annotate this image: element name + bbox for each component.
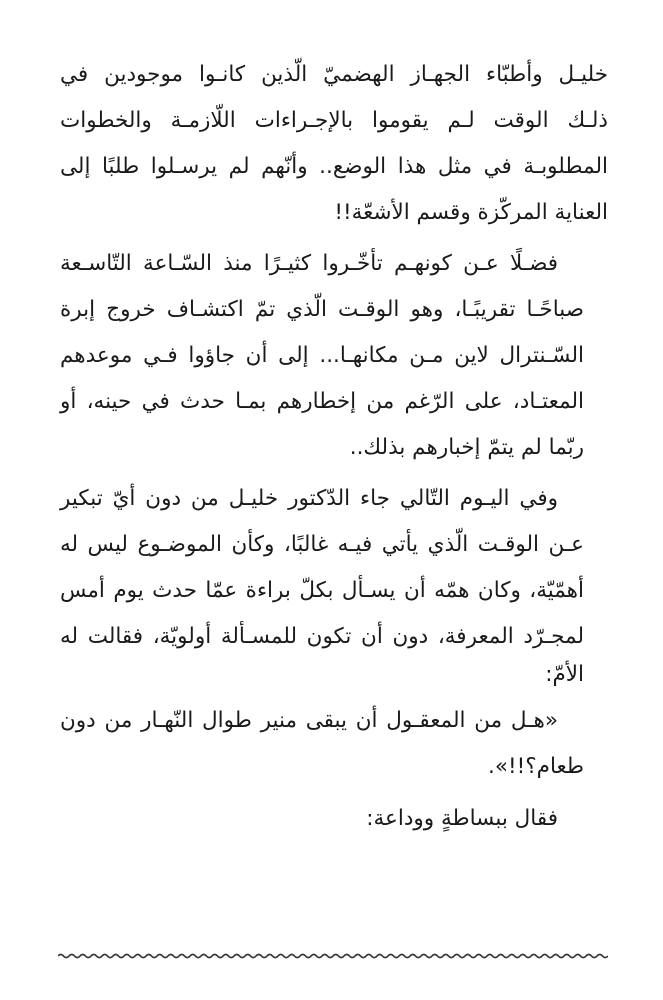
paragraph-5 xyxy=(60,796,608,842)
text-line: خليـل وأطبّاء الجهـاز الهضميّ الّذين كانـوا موجودين في xyxy=(60,62,608,87)
text-line: أهمّيّة، وكان همّه أن يسـأل بكلّ براءة عمّا حدث يوم أمس xyxy=(60,578,584,603)
wavy-divider xyxy=(58,949,608,963)
text-line: «هـل من المعقـول أن يبقى منير طوال النّهـار من دون xyxy=(60,708,558,733)
text-line: المطلوبـة في مثل هذا الوضع.. وأنّهم لم يرسـلوا طلبًا إلى xyxy=(60,154,608,179)
text-line: المعتـاد، على الرّغم من إخطارهم بمـا حدث في حينه، أو xyxy=(60,389,584,414)
page-body xyxy=(60,52,608,842)
text-line: فضـلًا عـن كونهـم تأخّـروا كثيـرًا منذ السّـاعة التّاسـعة xyxy=(60,251,558,276)
text-line: العناية المركّزة وقسم الأشعّة!! xyxy=(334,200,608,225)
paragraph-1 xyxy=(60,52,608,236)
text-line: ذلـك الوقت لـم يقوموا بالإجـراءات اللّازمـة والخطوات xyxy=(60,108,608,133)
paragraph-4 xyxy=(60,698,608,790)
paragraph-3 xyxy=(60,476,608,690)
text-line: لمجـرّد المعرفة، دون أن تكون للمسـألة أولويّة، فقالت له xyxy=(60,624,584,649)
text-line: عـن الوقـت الّذي يأتي فيـه غالبًا، وكأن الموضـوع ليس له xyxy=(60,532,584,557)
text-line: طعام؟!!». xyxy=(488,754,584,779)
paragraph-2 xyxy=(60,241,608,471)
text-line: الأمّ: xyxy=(545,662,584,687)
text-line: صباحًـا تقريبًـا، وهو الوقـت الّذي تمّ اكتشـاف خروج إبرة xyxy=(60,297,584,322)
text-line: السّـنترال لاين مـن مكانهـا... إلى أن جاؤوا فـي موعدهم xyxy=(60,343,584,368)
text-line: فقال ببساطةٍ ووداعة: xyxy=(366,806,558,831)
text-line: وفي اليـوم التّالي جاء الدّكتور خليـل من دون أيّ تبكير xyxy=(60,486,558,511)
text-line: ربّما لم يتمّ إخبارهم بذلك.. xyxy=(349,435,584,460)
